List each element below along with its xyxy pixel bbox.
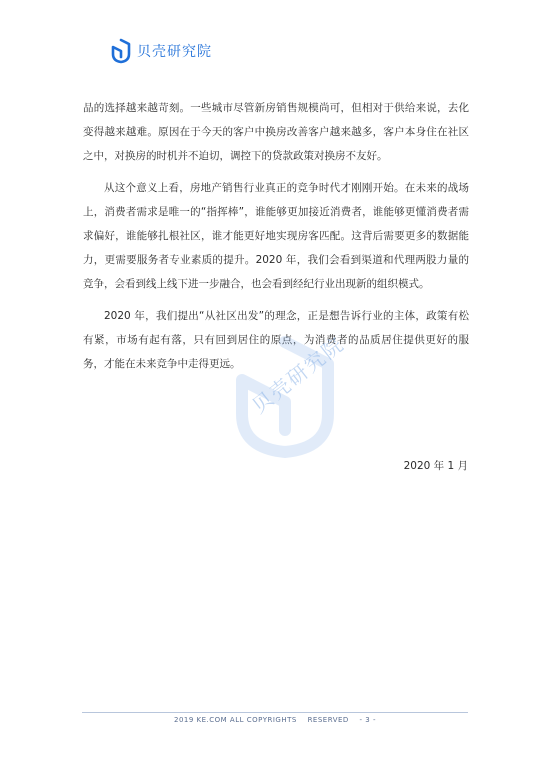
page-number: - 3 -: [359, 716, 377, 724]
brand-logo: [110, 38, 212, 64]
document-body: [83, 96, 469, 376]
document-date: 2020 年 1 月: [403, 460, 468, 472]
brand-name: 贝壳研究院: [137, 44, 212, 60]
footer-copyright: 2019 KE.COM ALL COPYRIGHTS: [173, 716, 297, 724]
paragraph-2: 从这个意义上看，房地产销售行业真正的竞争时代才刚刚开始。在未来的战场上，消费者需求是唯一的“指挥棒”，谁能够更加接近消费者，谁能够更懂消费者需求偏好，谁能够扎根社区，谁才能更好地实现房客匹配。这背后需要更多的数据能力，更需要服务者专业素质的提升。2020 年，我们会看到渠道和代理两股力量的竞争，会看到线上线下进一步融合，也会看到经纪行业出现新的组织模式。: [83, 182, 469, 290]
page-footer: [0, 716, 550, 724]
paragraph-3: 2020 年，我们提出“从社区出发”的理念，正是想告诉行业的主体，政策有松有紧，市场有起有落，只有回到居住的原点，为消费者的品质居住提供更好的服务，才能在未来竞争中走得更远。: [83, 310, 469, 370]
footer-reserved: RESERVED: [307, 716, 349, 724]
footer-divider: [82, 712, 468, 713]
watermark-text: 贝壳研究院: [247, 331, 349, 419]
shell-logo-icon: [110, 38, 132, 64]
paragraph-1: 品的选择越来越苛刻。一些城市尽管新房销售规模尚可，但相对于供给来说，去化变得越来越难。原因在于今天的客户中换房改善客户越来越多，客户本身住在社区之中，对换房的时机并不迫切，调控下的贷款政策对换房不友好。: [83, 102, 469, 162]
